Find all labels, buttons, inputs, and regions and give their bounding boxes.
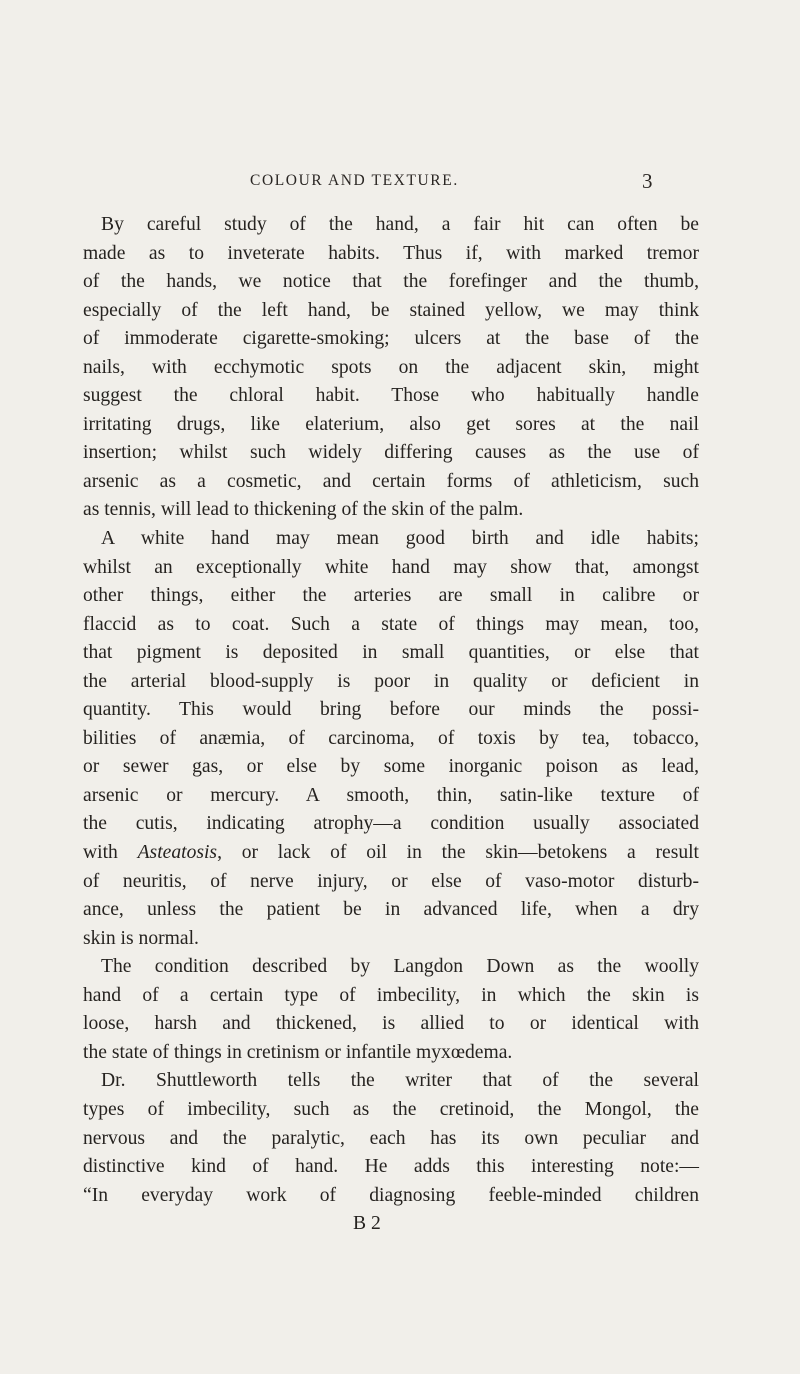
text-line: nails, with ecchymotic spots on the adjacent skin, might [83, 356, 699, 378]
text-line: of immoderate cigarette-smoking; ulcers at the base of the [83, 328, 699, 350]
text-line: skin is normal. [83, 927, 199, 949]
text-line: the arterial blood-supply is poor in quality or deficient in [83, 670, 699, 692]
text-line: nervous and the paralytic, each has its own peculiar and [83, 1127, 699, 1149]
text-line: types of imbecility, such as the cretinoid, the Mongol, the [83, 1098, 699, 1120]
text-line: arsenic as a cosmetic, and certain forms of athleticism, such [83, 470, 699, 492]
text-line: bilities of anæmia, of carcinoma, of toxis by tea, tobacco, [83, 727, 699, 749]
text-line: the state of things in cretinism or infantile myxœdema. [83, 1041, 513, 1063]
text-line: “In everyday work of diagnosing feeble-minded children [83, 1184, 699, 1206]
text-line: with Asteatosis, or lack of oil in the skin—betokens a result [83, 842, 699, 864]
text-line: Dr. Shuttleworth tells the writer that of the several [101, 1070, 699, 1092]
text-line: of the hands, we notice that the forefinger and the thumb, [83, 271, 699, 293]
text-line: quantity. This would bring before our minds the possi- [83, 699, 699, 721]
text-line: made as to inveterate habits. Thus if, with marked tremor [83, 242, 699, 264]
text-line: suggest the chloral habit. Those who habitually handle [83, 385, 699, 407]
text-line: of neuritis, of nerve injury, or else of vaso-motor disturb- [83, 870, 699, 892]
page-header [0, 169, 800, 194]
text-line: or sewer gas, or else by some inorganic poison as lead, [83, 756, 699, 778]
running-head: COLOUR AND TEXTURE. [250, 172, 459, 189]
text-line: The condition described by Langdon Down as the woolly [101, 956, 699, 978]
text-line: hand of a certain type of imbecility, in which the skin is [83, 984, 699, 1006]
text-line: By careful study of the hand, a fair hit can often be [101, 214, 699, 235]
text-line: distinctive kind of hand. He adds this interesting note:— [83, 1156, 699, 1178]
text-line: A white hand may mean good birth and idle habits; [101, 528, 699, 550]
text-line: that pigment is deposited in small quantities, or else that [83, 642, 699, 664]
page-number: 3 [642, 169, 653, 193]
text-line: other things, either the arteries are small in calibre or [83, 585, 699, 607]
signature-mark: B 2 [353, 1213, 381, 1235]
text-line: arsenic or mercury. A smooth, thin, satin-like texture of [83, 784, 699, 806]
text-line: whilst an exceptionally white hand may show that, amongst [83, 556, 699, 578]
body-text [83, 211, 699, 1239]
text-line: loose, harsh and thickened, is allied to or identical with [83, 1013, 699, 1035]
italic-term: Asteatosis [137, 842, 218, 864]
text-line: especially of the left hand, be stained yellow, we may think [83, 299, 699, 321]
text-line: irritating drugs, like elaterium, also get sores at the nail [83, 413, 699, 435]
text-line: the cutis, indicating atrophy—a condition usually associated [83, 813, 699, 835]
text-line: flaccid as to coat. Such a state of things may mean, too, [83, 613, 699, 635]
text-line: ance, unless the patient be in advanced life, when a dry [83, 899, 699, 921]
text-line: insertion; whilst such widely differing causes as the use of [83, 442, 699, 464]
text-line: as tennis, will lead to thickening of the skin of the palm. [83, 499, 524, 521]
